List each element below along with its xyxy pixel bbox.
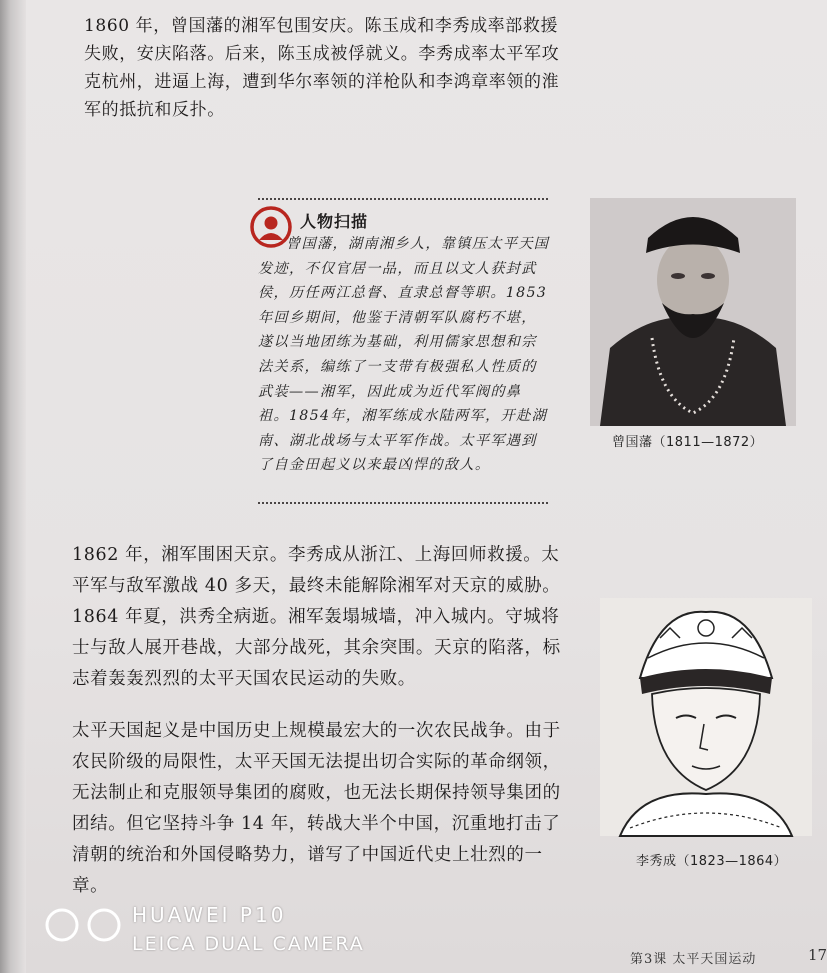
caption-li-xiucheng: 李秀成（1823—1864）: [636, 854, 788, 869]
portrait-li-xiucheng: [600, 598, 812, 836]
paragraph-significance: 太平天国起义是中国历史上规模最宏大的一次农民战争。由于农民阶级的局限性，太平天国无法提出切合实际的革命纲领，无法制止和克服领导集团的腐败，也无法长期保持领导集团的团结。但它坚持斗争 14 年，转战大半个中国，沉重地打击了清朝的统治和外国侵略势力，谱写了中国近代史上壮烈的一章。: [72, 721, 561, 896]
camera-watermark: [42, 903, 462, 963]
book-gutter-shadow: [0, 0, 26, 973]
watermark-model: HUAWEI P10: [132, 903, 287, 927]
watermark-camera: LEICA DUAL CAMERA: [132, 933, 365, 955]
page-number: 17: [808, 946, 827, 964]
sidebar-title: 人物扫描: [300, 212, 369, 231]
portrait-zeng-guofan: [590, 198, 796, 426]
sidebar-divider-top: [258, 198, 548, 200]
caption-zeng-guofan: 曾国藩（1811—1872）: [612, 435, 764, 450]
footer-lesson: 第3课 太平天国运动: [630, 952, 757, 967]
sidebar-body: 曾国藩，湖南湘乡人，靠镇压太平天国发迹，不仅官居一品，而且以文人获封武侯，历任两江总督、直隶总督等职。1853年回乡期间，他鉴于清朝军队腐朽不堪，遂以当地团练为基础，利用儒家思想和宗法关系，编练了一支带有极强私人性质的武装——湘军，因此成为近代军阀的鼻祖。1854年，湘军练成水陆两军，开赴湖南、湖北战场与太平军作战。太平军遇到了自金田起义以来最凶悍的敌人。: [258, 236, 550, 474]
sidebar-divider-bottom: [258, 502, 548, 504]
paragraph-tianjing: 1862 年，湘军围困天京。李秀成从浙江、上海回师救援。太平军与敌军激战 40 多天，最终未能解除湘军对天京的威胁。1864 年夏，洪秀全病逝。湘军轰塌城墙，冲入城内。守城将士与敌人展开巷战，大部分战死，其余突围。天京的陷落，标志着轰轰烈烈的太平天国农民运动的失败。: [72, 545, 561, 689]
leica-rings-icon: [42, 907, 126, 943]
paragraph-anqing: 1860 年，曾国藩的湘军包围安庆。陈玉成和李秀成率部救援失败，安庆陷落。后来，陈玉成被俘就义。李秀成率太平军攻克杭州，进逼上海，遭到华尔率领的洋枪队和李鸿章率领的淮军的抵抗和反扑。: [84, 16, 560, 120]
